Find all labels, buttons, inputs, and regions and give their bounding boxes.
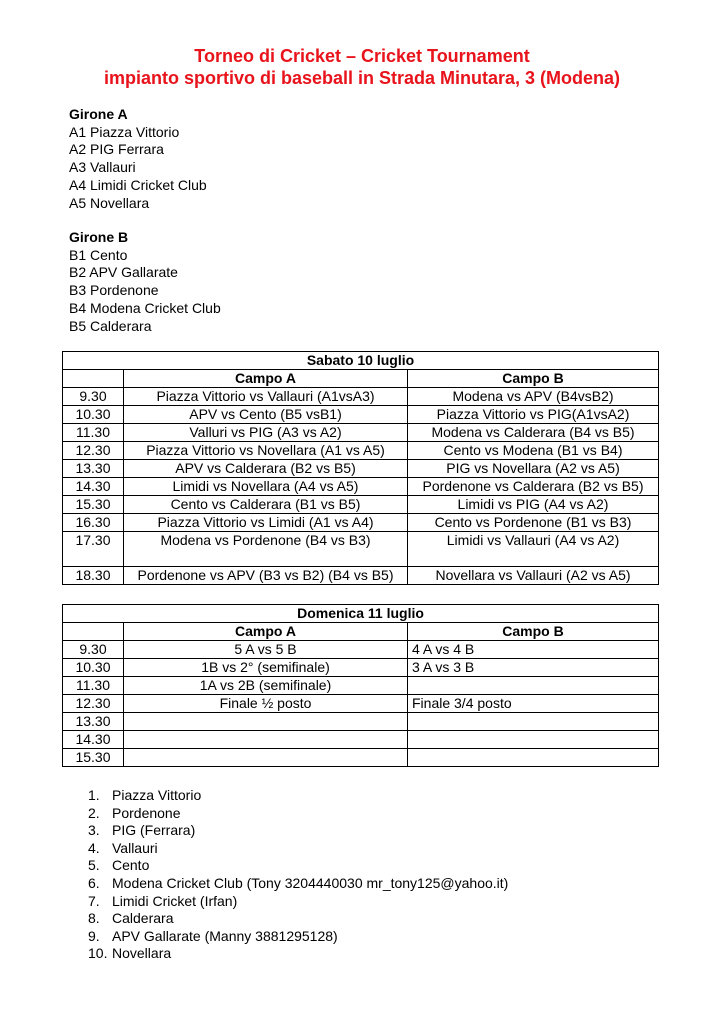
list-text: APV Gallarate (Manny 3881295128) [112, 927, 338, 944]
time-cell: 16.30 [63, 514, 124, 532]
saturday-schedule-table [62, 351, 659, 585]
campo-a-match: Piazza Vittorio vs Novellara (A1 vs A5) [124, 442, 408, 460]
time-cell: 10.30 [63, 406, 124, 424]
campo-a-match: Modena vs Pordenone (B4 vs B3) [124, 532, 408, 567]
time-cell: 17.30 [63, 532, 124, 567]
campo-a-match: Piazza Vittorio vs Vallauri (A1vsA3) [124, 388, 408, 406]
sunday-schedule-table [62, 604, 659, 767]
time-cell: 12.30 [63, 695, 124, 713]
sunday-table-title: Domenica 11 luglio [63, 605, 659, 623]
time-cell: 12.30 [63, 442, 124, 460]
table-row [63, 567, 659, 585]
campo-b-match [408, 713, 659, 731]
campo-b-match: Piazza Vittorio vs PIG(A1vsA2) [408, 406, 659, 424]
table-row [63, 641, 659, 659]
time-cell: 15.30 [63, 749, 124, 767]
list-item [88, 945, 508, 963]
list-item [88, 874, 509, 893]
campo-b-match: 3 A vs 3 B [408, 659, 659, 677]
campo-a-header: Campo A [124, 370, 408, 388]
group-b-team: B4 Modena Cricket Club [69, 299, 221, 316]
table-row [63, 731, 659, 749]
time-cell: 18.30 [63, 567, 124, 585]
campo-b-match: Pordenone vs Calderara (B2 vs B5) [408, 478, 659, 496]
campo-b-match: 4 A vs 4 B [408, 641, 659, 659]
list-item [88, 804, 508, 823]
list-text: Pordenone [112, 804, 181, 821]
list-item [88, 787, 508, 805]
group-b-team: B5 Calderara [69, 317, 152, 334]
campo-b-match: Cento vs Pordenone (B1 vs B3) [408, 514, 659, 532]
group-b-team: B2 APV Gallarate [69, 264, 178, 281]
table-row [63, 496, 659, 514]
list-text: Cento [112, 857, 150, 874]
time-cell: 13.30 [63, 713, 124, 731]
list-number: 3. [88, 822, 100, 839]
time-cell: 13.30 [63, 460, 124, 478]
table-row [63, 406, 659, 424]
campo-b-match: PIG vs Novellara (A2 vs A5) [408, 460, 659, 478]
list-item [88, 857, 508, 875]
campo-b-header: Campo B [408, 370, 659, 388]
campo-a-match [124, 713, 408, 731]
campo-b-match: Modena vs APV (B4vsB2) [408, 388, 659, 406]
list-text: Piazza Vittorio [112, 787, 202, 803]
time-header-cell [63, 370, 124, 388]
campo-a-match: Finale ½ posto [124, 695, 408, 713]
list-item [88, 910, 508, 928]
group-a-team: A5 Novellara [69, 194, 150, 211]
list-number: 10. [88, 945, 108, 962]
list-number: 4. [88, 839, 100, 856]
group-a-team: A4 Limidi Cricket Club [69, 176, 207, 193]
group-a-team: A1 Piazza Vittorio [69, 123, 180, 140]
time-cell: 15.30 [63, 496, 124, 514]
table-row [63, 713, 659, 731]
campo-a-header: Campo A [124, 623, 408, 641]
list-text: Limidi Cricket (Irfan) [112, 892, 238, 909]
list-text: Novellara [112, 945, 172, 962]
saturday-table-title: Sabato 10 luglio [63, 352, 659, 370]
table-row [63, 514, 659, 532]
list-number: 7. [88, 892, 100, 909]
campo-b-match [408, 749, 659, 767]
list-text: Vallauri [112, 839, 158, 856]
table-row [63, 659, 659, 677]
time-cell: 10.30 [63, 659, 124, 677]
campo-b-match: Limidi vs Vallauri (A4 vs A2) [408, 532, 659, 567]
campo-a-match [124, 731, 408, 749]
table-row [63, 388, 659, 406]
table-row [63, 442, 659, 460]
list-item [88, 892, 508, 911]
campo-a-match: APV vs Cento (B5 vsB1) [124, 406, 408, 424]
time-cell: 9.30 [63, 388, 124, 406]
list-number: 9. [88, 927, 100, 944]
campo-b-match: Finale 3/4 posto [408, 695, 659, 713]
table-row [63, 532, 659, 567]
campo-b-match: Modena vs Calderara (B4 vs B5) [408, 424, 659, 442]
group-b-team: B3 Pordenone [69, 282, 159, 299]
time-cell: 14.30 [63, 731, 124, 749]
list-text: Calderara [112, 910, 174, 927]
campo-b-match: Limidi vs PIG (A4 vs A2) [408, 496, 659, 514]
time-header-cell [63, 623, 124, 641]
campo-a-match: Piazza Vittorio vs Limidi (A1 vs A4) [124, 514, 408, 532]
campo-b-match [408, 677, 659, 695]
team-contact-list [88, 787, 509, 963]
document-title: Torneo di Cricket – Cricket Tournament [194, 46, 530, 66]
campo-a-match: APV vs Calderara (B2 vs B5) [124, 460, 408, 478]
campo-a-match: Pordenone vs APV (B3 vs B2) (B4 vs B5) [124, 567, 408, 585]
table-row [63, 478, 659, 496]
list-number: 1. [88, 787, 100, 803]
campo-b-match: Novellara vs Vallauri (A2 vs A5) [408, 567, 659, 585]
list-item [88, 822, 508, 840]
time-cell: 9.30 [63, 641, 124, 659]
campo-a-match: Limidi vs Novellara (A4 vs A5) [124, 478, 408, 496]
document-subtitle: impianto sportivo di baseball in Strada Minutara, 3 (Modena) [103, 68, 621, 88]
campo-a-match: 1A vs 2B (semifinale) [124, 677, 408, 695]
list-number: 6. [88, 874, 100, 891]
group-a-heading: Girone A [69, 106, 128, 122]
group-b-heading: Girone B [69, 229, 129, 245]
campo-a-match: 1B vs 2° (semifinale) [124, 659, 408, 677]
campo-b-match: Cento vs Modena (B1 vs B4) [408, 442, 659, 460]
table-row [63, 424, 659, 442]
campo-a-match: 5 A vs 5 B [124, 641, 408, 659]
table-row [63, 695, 659, 713]
group-a-team: A2 PIG Ferrara [69, 141, 164, 158]
campo-b-match [408, 731, 659, 749]
list-number: 2. [88, 804, 100, 821]
list-number: 5. [88, 857, 100, 874]
campo-b-header: Campo B [408, 623, 659, 641]
list-text: Modena Cricket Club (Tony 3204440030 mr_tony125@yahoo.it) [112, 874, 509, 891]
group-b [69, 229, 221, 335]
list-text: PIG (Ferrara) [112, 822, 196, 839]
table-row [63, 749, 659, 767]
list-number: 8. [88, 910, 100, 927]
list-item [88, 839, 508, 858]
campo-a-match: Cento vs Calderara (B1 vs B5) [124, 496, 408, 514]
table-row [63, 460, 659, 478]
campo-a-match: Valluri vs PIG (A3 vs A2) [124, 424, 408, 442]
time-cell: 11.30 [63, 424, 124, 442]
group-a-team: A3 Vallauri [69, 159, 136, 176]
time-cell: 11.30 [63, 677, 124, 695]
campo-a-match [124, 749, 408, 767]
list-item [88, 927, 508, 946]
table-row [63, 677, 659, 695]
time-cell: 14.30 [63, 478, 124, 496]
group-a [69, 106, 207, 212]
group-b-team: B1 Cento [69, 246, 128, 263]
